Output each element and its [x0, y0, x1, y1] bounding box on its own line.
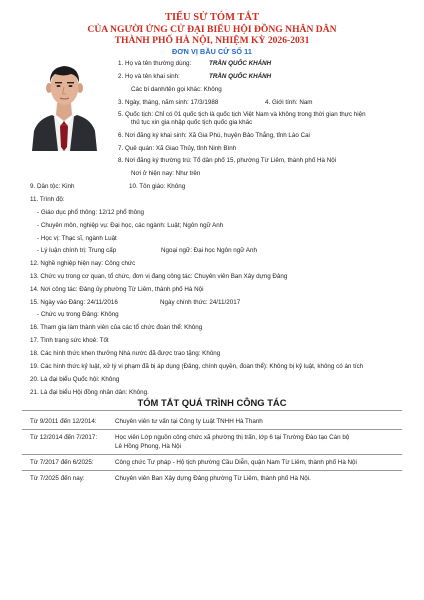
field-health: 17. Tình trạng sức khoẻ: Tốt — [30, 337, 109, 344]
work-period: Từ 12/2014 đến 7/2017: — [30, 434, 98, 441]
field-religion: 10. Tôn giáo: Không — [129, 183, 186, 190]
field-education: 11. Trình độ: — [30, 196, 65, 203]
candidate-birth-name: TRẦN QUỐC KHÁNH — [209, 73, 272, 80]
portrait-image — [28, 55, 101, 151]
field-aliases: Các bí danh/tên gọi khác: Không — [131, 86, 222, 93]
field-permanent-residence: 8. Nơi đăng ký thường trú: Tổ dân phố 15, phường Từ Liêm, thành phố Hà Nội — [118, 157, 337, 164]
field-birth-registration: 6. Nơi đăng ký khai sinh: Xã Gia Phú, huyện Bảo Thắng, tỉnh Lào Cai — [118, 132, 310, 139]
work-history-title: TÓM TẮT QUÁ TRÌNH CÔNG TÁC — [137, 397, 287, 408]
section-divider — [22, 410, 402, 411]
field-occupation: 12. Nghề nghiệp hiện nay: Công chức — [30, 260, 136, 267]
work-period: Từ 9/2011 đến 12/2014: — [30, 418, 97, 425]
document-subtitle-term: THÀNH PHỐ HÀ NỘI, NHIỆM KỲ 2026-2031 — [114, 35, 310, 46]
field-academic-degree: - Học vị: Thạc sĩ, ngành Luật — [37, 235, 117, 242]
electoral-unit: ĐƠN VỊ BẦU CỬ SỐ 11 — [172, 47, 252, 56]
field-nationality: 5. Quốc tịch: Chỉ có 01 quốc tịch là quốc tịch Việt Nam và không trong thời gian thực hiện — [118, 111, 366, 118]
work-period: Từ 7/2017 đến 6/2025: — [30, 459, 94, 466]
field-general-education: - Giáo dục phổ thông: 12/12 phổ thông — [37, 209, 145, 216]
field-date-of-birth: 3. Ngày, tháng, năm sinh: 17/3/1988 — [118, 99, 219, 106]
field-foreign-language: Ngoại ngữ: Đại học Ngôn ngữ Anh — [161, 247, 257, 254]
field-ethnicity: 9. Dân tộc: Kinh — [30, 183, 75, 190]
field-political-theory: - Lý luận chính trị: Trung cấp — [37, 247, 117, 254]
field-workplace: 14. Nơi công tác: Đảng ủy phường Từ Liêm, thành phố Hà Nội — [30, 286, 204, 293]
work-description: Học viên Lớp nguồn công chức xã phường thị trấn, lớp 6 tại Trường Đào tạo Cán bộ — [115, 434, 350, 441]
field-discipline: 19. Các hình thức kỷ luật, xử lý vi phạm đã bị áp dụng (Đảng, chính quyền, đoàn thể): Không bị kỷ luật, không có án tích — [30, 363, 364, 370]
field-position: 13. Chức vụ trong cơ quan, tổ chức, đơn vị đang công tác: Chuyên viên Ban Xây dựng Đảng — [30, 273, 288, 280]
row-divider — [22, 470, 402, 471]
candidate-common-name: TRẦN QUỐC KHÁNH — [209, 60, 272, 67]
work-description-cont: Lê Hồng Phong, Hà Nội — [115, 443, 182, 450]
field-party-join-date: 15. Ngày vào Đảng: 24/11/2016 — [30, 299, 118, 306]
field-peoples-council: 21. Là đại biểu Hội đồng nhân dân: Không. — [30, 389, 149, 396]
field-national-assembly: 20. Là đại biểu Quốc hội: Không — [30, 376, 120, 383]
field-party-position: - Chức vụ trong Đảng: Không — [37, 311, 119, 318]
field-label: 2. Họ và tên khai sinh: — [118, 73, 180, 80]
field-current-residence: Nơi ở hiện nay: Như trên — [131, 170, 201, 177]
field-label: 1. Họ và tên thường dùng: — [118, 60, 192, 67]
row-divider — [22, 429, 402, 430]
field-professional-degree: - Chuyên môn, nghiệp vụ: Đại học, các ngành: Luật; Ngôn ngữ Anh — [37, 222, 224, 229]
field-gender: 4. Giới tính: Nam — [265, 99, 313, 106]
work-period: Từ 7/2025 đến nay: — [30, 475, 85, 482]
row-divider — [22, 454, 402, 455]
work-description: Chuyên viên tư vấn tại Công ty Luật TNHH Hà Thanh — [115, 418, 263, 425]
document-title: TIỂU SỬ TÓM TẮT — [164, 12, 260, 23]
field-common-name — [118, 60, 191, 68]
field-nationality-cont: thủ tục xin gia nhập quốc tịch quốc gia khác — [131, 119, 253, 126]
field-party-official-date: Ngày chính thức: 24/11/2017 — [160, 299, 241, 306]
candidate-photo — [28, 55, 101, 151]
work-description: Công chức Tư pháp - Hộ tịch phường Cầu Diễn, quận Nam Từ Liêm, thành phố Hà Nội — [115, 459, 357, 466]
work-description: Chuyên viên Ban Xây dựng Đảng phường Từ Liêm, thành phố Hà Nội. — [115, 475, 311, 482]
field-awards: 18. Các hình thức khen thưởng Nhà nước đã được trao tặng: Không — [30, 350, 221, 357]
field-hometown: 7. Quê quán: Xã Giao Thủy, tỉnh Ninh Bình — [118, 145, 237, 152]
document-subtitle: CỦA NGƯỜI ỨNG CỬ ĐẠI BIỂU HỘI ĐỒNG NHÂN DÂN — [87, 24, 337, 35]
field-birth-name — [118, 73, 180, 81]
field-organizations: 16. Tham gia làm thành viên của các tổ chức đoàn thể: Không — [30, 324, 203, 331]
